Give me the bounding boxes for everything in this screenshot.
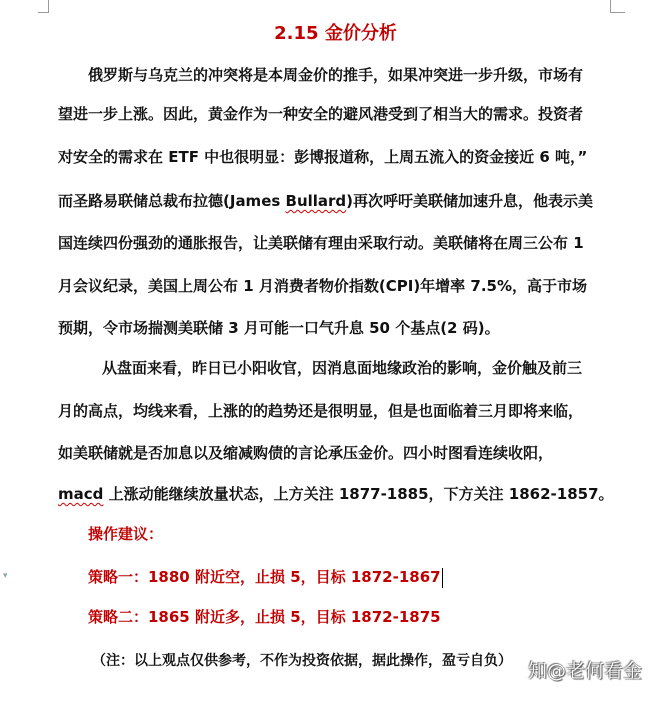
paragraph-1-line-5: 国连续四份强劲的通胀报告，让美联储有理由采取行动。美联储将在周三公布 1: [58, 234, 584, 252]
page-corner-mark-right: [610, 0, 625, 13]
document-title: 2.15 金价分析: [274, 23, 397, 44]
strategy-1-text: 策略一：1880 附近空，止损 5，目标 1872-1867: [88, 568, 441, 586]
spellcheck-word: macd: [58, 485, 104, 503]
margin-marker-icon: ▾: [3, 571, 8, 581]
disclaimer-note: （注：以上观点仅供参考，不作为投资依据，据此操作，盈亏自负）: [92, 653, 512, 669]
text-cursor: [442, 568, 443, 588]
watermark: 知@老何看金: [528, 660, 643, 682]
strategy-2: 策略二：1865 附近多，止损 5，目标 1872-1875: [88, 608, 441, 626]
text-segment: )再次呼吁美联储加速升息，他表示美: [346, 192, 594, 210]
paragraph-2-line-1: 从盘面来看，昨日已小阳收官，因消息面地缘政治的影响，金价触及前三: [102, 359, 583, 377]
paragraph-2-line-4: [58, 483, 614, 505]
paragraph-1-line-3: 对安全的需求在 ETF 中也很明显：彭博报道称，上周五流入的资金接近 6 吨，”: [58, 148, 588, 166]
paragraph-1-line-2: 望进一步上涨。因此，黄金作为一种安全的避风港受到了相当大的需求。投资者: [58, 105, 584, 123]
page-corner-mark-left: [38, 0, 49, 13]
strategy-1: [88, 566, 443, 588]
paragraph-1-line-4: [58, 190, 593, 212]
paragraph-1-line-6: 月会议纪录，美国上周公布 1 月消费者物价指数(CPI)年增率 7.5%，高于市场: [58, 277, 588, 295]
text-segment: 而圣路易联储总裁布拉德(James: [58, 192, 286, 210]
spellcheck-word: Bullard: [285, 192, 347, 210]
paragraph-1-line-1: 俄罗斯与乌克兰的冲突将是本周金价的推手，如果冲突进一步升级，市场有: [88, 66, 584, 84]
paragraph-2-line-2: 月的高点，均线来看，上涨的的趋势还是很明显，但是也面临着三月即将来临，: [58, 402, 584, 420]
paragraph-2-line-3: 如美联储就是否加息以及缩减购债的言论承压金价。四小时图看连续收阳，: [58, 444, 554, 462]
text-segment: 上涨动能继续放量状态，上方关注 1877-1885，下方关注 1862-1857。: [103, 485, 614, 503]
advice-heading: 操作建议：: [88, 525, 164, 543]
paragraph-1-line-7: 预期，令市场揣测美联储 3 月可能一口气升息 50 个基点(2 码)。: [58, 319, 500, 337]
